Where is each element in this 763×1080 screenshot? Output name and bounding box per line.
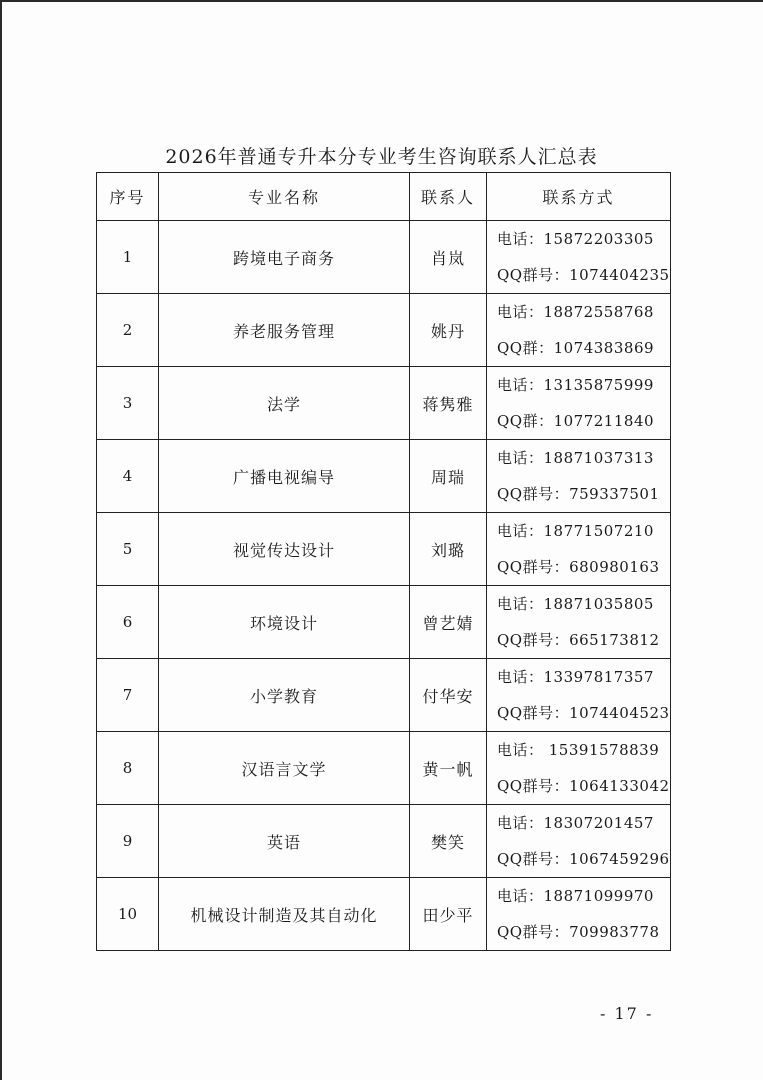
row-number: 10 [97, 878, 159, 951]
contact-info [487, 294, 671, 367]
contact-person: 姚丹 [410, 294, 487, 367]
row-number: 7 [97, 659, 159, 732]
phone-number: 电话：18771507210 [497, 522, 654, 540]
table-body [97, 221, 671, 951]
major-name: 养老服务管理 [159, 294, 410, 367]
table-row [97, 732, 671, 805]
contact-person: 黄一帆 [410, 732, 487, 805]
contact-person: 周瑞 [410, 440, 487, 513]
qq-group: QQ群号：759337501 [497, 485, 660, 503]
major-name: 广播电视编导 [159, 440, 410, 513]
phone-number: 电话：18871035805 [497, 595, 654, 613]
contact-info [487, 805, 671, 878]
header-no: 序号 [97, 173, 159, 221]
qq-group: QQ群号：709983778 [497, 923, 660, 941]
table-row [97, 513, 671, 586]
table-row [97, 805, 671, 878]
row-number: 6 [97, 586, 159, 659]
contact-person: 刘璐 [410, 513, 487, 586]
contact-info [487, 440, 671, 513]
contact-info [487, 367, 671, 440]
qq-group: QQ群号：680980163 [497, 558, 660, 576]
header-major: 专业名称 [159, 173, 410, 221]
document-title: 2026年普通专升本分专业考生咨询联系人汇总表 [165, 146, 598, 168]
contact-person: 曾艺婧 [410, 586, 487, 659]
contact-person: 肖岚 [410, 221, 487, 294]
major-name: 机械设计制造及其自动化 [159, 878, 410, 951]
phone-number: 电话：13135875999 [497, 376, 654, 394]
row-number: 5 [97, 513, 159, 586]
phone-number: 电话：15872203305 [497, 230, 654, 248]
row-number: 2 [97, 294, 159, 367]
phone-number: 电话：18871099970 [497, 887, 654, 905]
table-row [97, 878, 671, 951]
contact-info [487, 732, 671, 805]
table-row [97, 367, 671, 440]
major-name: 跨境电子商务 [159, 221, 410, 294]
contact-info [487, 586, 671, 659]
qq-group: QQ群号：1064133042 [497, 777, 670, 795]
qq-group: QQ群号：1067459296 [497, 850, 670, 868]
table-row [97, 294, 671, 367]
qq-group: QQ群号：1074404523 [497, 704, 670, 722]
contact-person: 田少平 [410, 878, 487, 951]
contact-info [487, 878, 671, 951]
major-name: 英语 [159, 805, 410, 878]
header-contact: 联系方式 [487, 173, 671, 221]
phone-number: 电话：13397817357 [497, 668, 654, 686]
scan-border-top [0, 0, 763, 2]
phone-number: 电话：18871037313 [497, 449, 654, 467]
table-row [97, 221, 671, 294]
phone-number: 电话：18872558768 [497, 303, 654, 321]
row-number: 9 [97, 805, 159, 878]
contact-person: 蒋隽雅 [410, 367, 487, 440]
table-row [97, 440, 671, 513]
qq-group: QQ群：1074383869 [497, 339, 655, 357]
contact-info [487, 659, 671, 732]
row-number: 8 [97, 732, 159, 805]
row-number: 4 [97, 440, 159, 513]
qq-group: QQ群号：1074404235 [497, 266, 670, 284]
contacts-table [96, 172, 671, 951]
table-row [97, 586, 671, 659]
page-number: - 17 - [600, 1004, 654, 1023]
row-number: 1 [97, 221, 159, 294]
major-name: 环境设计 [159, 586, 410, 659]
table-header [97, 173, 671, 221]
header-person: 联系人 [410, 173, 487, 221]
header-row [97, 173, 671, 221]
table-row [97, 659, 671, 732]
phone-number: 电话：18307201457 [497, 814, 654, 832]
row-number: 3 [97, 367, 159, 440]
qq-group: QQ群号：665173812 [497, 631, 660, 649]
major-name: 视觉传达设计 [159, 513, 410, 586]
major-name: 小学教育 [159, 659, 410, 732]
major-name: 汉语言文学 [159, 732, 410, 805]
phone-number: 电话： 15391578839 [497, 741, 660, 759]
contact-info [487, 221, 671, 294]
major-name: 法学 [159, 367, 410, 440]
qq-group: QQ群：1077211840 [497, 412, 655, 430]
contact-person: 樊笑 [410, 805, 487, 878]
contact-info [487, 513, 671, 586]
contact-person: 付华安 [410, 659, 487, 732]
